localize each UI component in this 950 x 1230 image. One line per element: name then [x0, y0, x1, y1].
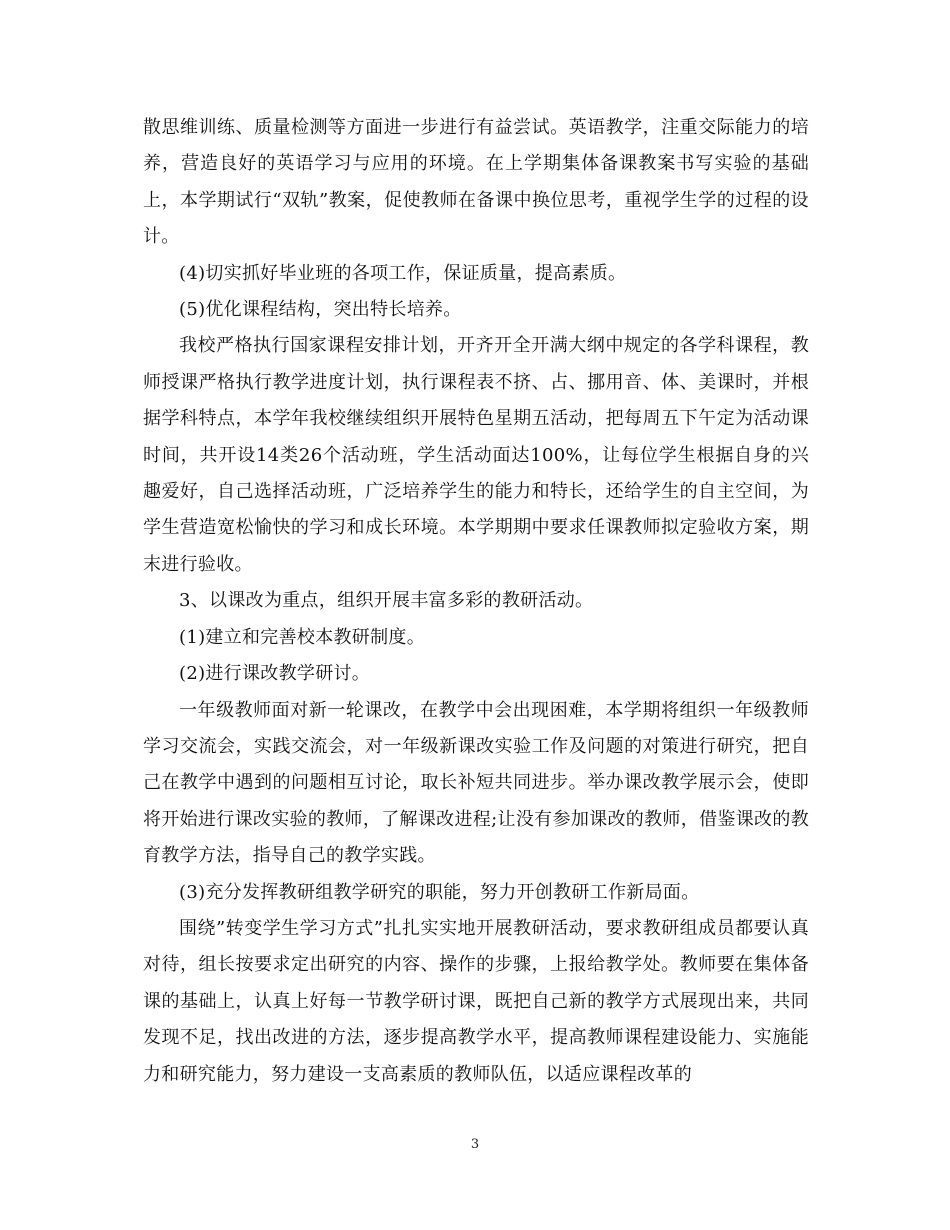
paragraph-curriculum: 我校严格执行国家课程安排计划，开齐开全开满大纲中规定的各学科课程，教师授课严格执行教学进度计划，执行课程表不挤、占、挪用音、体、美课时，并根据学科特点，本学年我校继续组织开展特色星期五活动，把每周五下午定为活动课时间，共开设14类26个活动班，学生活动面达100%，让每位学生根据自身的兴趣爱好，自己选择活动班，广泛培养学生的能力和特长，还给学生的自主空间，为学生营造宽松愉快的学习和成长环境。本学期期中要求任课教师拟定验收方案，期末进行验收。	[143, 335, 809, 575]
paragraph-item-3: (3)充分发挥教研组教学研究的职能，努力开创教研工作新局面。	[179, 881, 700, 903]
body-text	[143, 110, 809, 1093]
paragraph-item-1: (1)建立和完善校本教研制度。	[179, 626, 425, 648]
paragraph-continued: 散思维训练、质量检测等方面进一步进行有益尝试。英语教学，注重交际能力的培养，营造良好的英语学习与应用的环境。在上学期集体备课教案书写实验的基础上，本学期试行“双轨”教案，促使教师在备课中换位思考，重视学生学的过程的设计。	[143, 117, 809, 248]
paragraph-research: 围绕”转变学生学习方式”扎扎实实地开展教研活动，要求教研组成员都要认真对待，组长按要求定出研究的内容、操作的步骤，上报给教学处。教师要在集体备课的基础上，认真上好每一节教学研讨课，既把自己新的教学方式展现出来，共同发现不足，找出改进的方法，逐步提高教学水平，提高教师课程建设能力、实施能力和研究能力，努力建设一支高素质的教师队伍，以适应课程改革的	[143, 917, 809, 1085]
page-number: 3	[470, 1137, 480, 1152]
paragraph-item-5: (5)优化课程结构，突出特长培养。	[179, 299, 462, 321]
section-heading-3: 3、以课改为重点，组织开展丰富多彩的教研活动。	[179, 590, 594, 612]
paragraph-grade-one: 一年级教师面对新一轮课改，在教学中会出现困难，本学期将组织一年级教师学习交流会，实践交流会，对一年级新课改实验工作及问题的对策进行研究，把自己在教学中遇到的问题相互讨论，取长补短共同进步。举办课改教学展示会，使即将开始进行课改实验的教师，了解课改进程;让没有参加课改的教师，借鉴课改的教育教学方法，指导自己的教学实践。	[143, 699, 809, 867]
paragraph-item-2: (2)进行课改教学研讨。	[179, 663, 371, 685]
paragraph-item-4: (4)切实抓好毕业班的各项工作，保证质量，提高素质。	[179, 262, 627, 284]
